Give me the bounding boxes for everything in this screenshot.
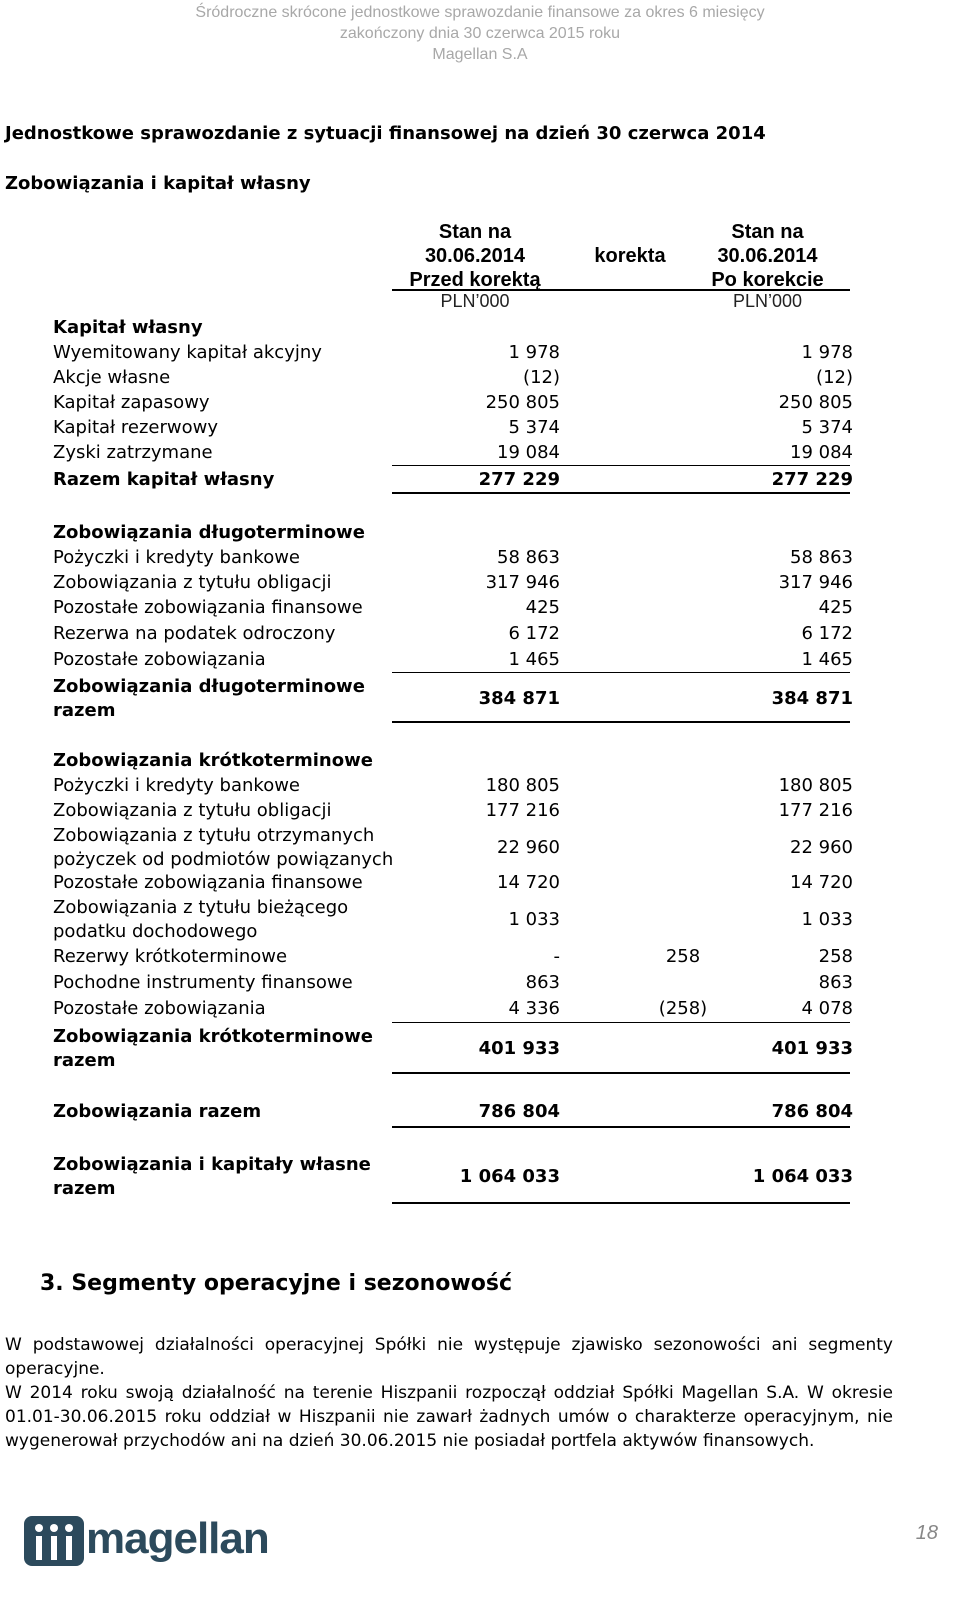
magellan-logo-icon bbox=[24, 1516, 84, 1566]
short-term-total-row: Zobowiązania krótkoterminowe razem 401 933 401 933 bbox=[53, 1026, 853, 1071]
document-title: Jednostkowe sprawozdanie z sytuacji finansowej na dzień 30 czerwca 2014 bbox=[5, 123, 766, 144]
rule bbox=[392, 1072, 850, 1074]
rule bbox=[392, 1126, 850, 1128]
running-header bbox=[0, 2, 960, 65]
long-term-total-row: Zobowiązania długoterminowe razem 384 871 384 871 bbox=[53, 676, 853, 721]
rule bbox=[392, 492, 850, 494]
header-line-3: Magellan S.A bbox=[432, 46, 528, 63]
header-line-1: Śródroczne skrócone jednostkowe sprawozdanie finansowe za okres 6 miesięcy bbox=[195, 4, 765, 21]
table-row: Zobowiązania z tytułu otrzymanych pożyczek od podmiotów powiązanych 22 960 22 960 bbox=[53, 825, 853, 870]
paragraph-2: W 2014 roku swoją działalność na terenie Hiszpanii rozpoczął oddział Spółki Magellan S.A. W okresie 01.01-30.06.2015 roku oddział w Hiszpanii nie zawarł żadnych umów o charakterze operacyjnym, nie wygenerował przychodów ani na dzień 30.06.2015 nie posiadał portfela aktywów finansowych. bbox=[5, 1383, 893, 1451]
page-number: 18 bbox=[915, 1522, 938, 1544]
col-after-header: Stan na 30.06.2014 Po korekcie bbox=[711, 221, 824, 291]
rule bbox=[392, 465, 850, 466]
grand-total-row: Zobowiązania i kapitały własne razem 1 064 033 1 064 033 bbox=[53, 1154, 853, 1199]
table-row: Zobowiązania z tytułu bieżącego podatku dochodowego 1 033 1 033 bbox=[53, 897, 853, 942]
col-correction-header: korekta bbox=[594, 245, 666, 267]
rule bbox=[392, 1022, 850, 1023]
col-before-unit: PLN’000 bbox=[440, 291, 510, 311]
header-line-2: zakończony dnia 30 czerwca 2015 roku bbox=[339, 25, 621, 42]
rule bbox=[392, 672, 850, 673]
col-after-unit: PLN’000 bbox=[732, 291, 803, 311]
paragraph-1: W podstawowej działalności operacyjnej Spółki nie występuje zjawisko sezonowości ani segmenty operacyjne. bbox=[5, 1335, 893, 1379]
col-before-header: Stan na 30.06.2014 Przed korektą bbox=[409, 221, 541, 291]
rule bbox=[392, 721, 850, 723]
rule bbox=[392, 1202, 850, 1204]
document-subtitle: Zobowiązania i kapitał własny bbox=[5, 173, 311, 194]
logo-wordmark: magellan bbox=[86, 1514, 269, 1563]
section-heading: 3. Segmenty operacyjne i sezonowość bbox=[40, 1271, 512, 1296]
